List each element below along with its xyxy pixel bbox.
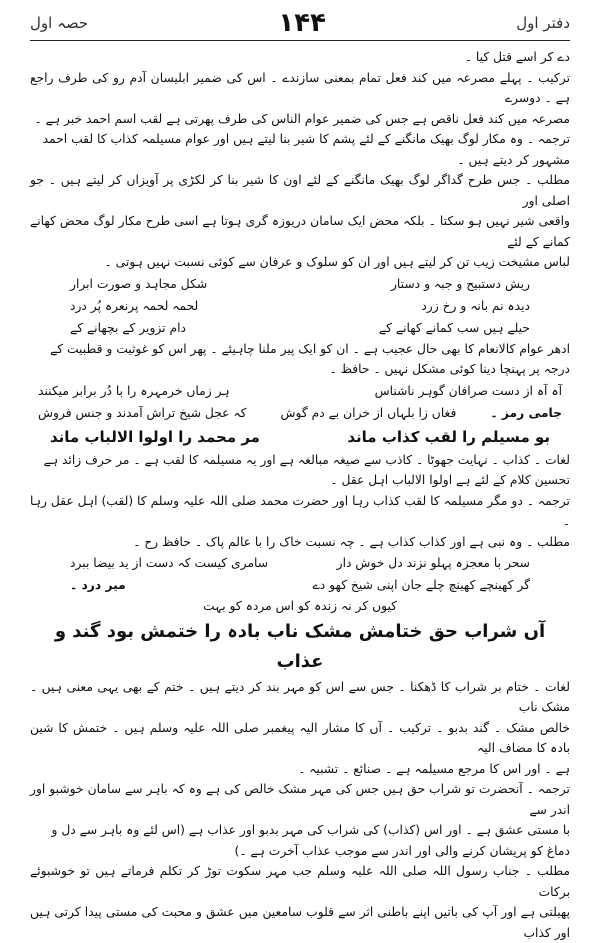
page-body (30, 47, 570, 943)
verse-hemistich: حیلے ہیں سب کمانے کھانے کے (378, 320, 530, 335)
verse-hemistich: آہ آہ از دست صرافان گوہر ناشناس (374, 383, 562, 398)
text-line: خالص مشک ۔ گند بدبو ۔ ترکیب ۔ آں کا مشار الیہ پیغمبر صلی اللہ علیہ وسلم ہیں ۔ ختمش کا شین بادہ کا مضاف الیہ (30, 720, 570, 755)
text-line: ترجمہ ۔ دو مگر مسیلمہ کا لقب کذاب رہا اور حضرت محمد صلی اللہ علیہ وسلم کا (لقب) اہل عقل رہا ۔ (30, 493, 570, 528)
main-couplet (30, 424, 570, 450)
verse-line (30, 574, 570, 596)
text-line: درجہ پر پہنچا دینا کوئی مشکل نہیں ۔ حافظ ۔ (329, 362, 570, 376)
verse-hemistich: مر محمد را اولوا الالباب ماند (50, 427, 260, 446)
text-line: ترکیب ۔ پہلے مصرعہ میں کند فعل تمام بمعنی سازندے ۔ اس کی ضمیر ابلیسان آدم رو کی طرف راجع ہے ۔ دوسرے (30, 70, 570, 105)
text-line: لغات ۔ کذاب ۔ نہایت جھوٹا ۔ کاذب سے صیغہ مبالغہ ہے اور یہ مسیلمہ کا لقب ہے ۔ مر حرف زائد ہے (43, 452, 570, 467)
verse-hemistich: شکل مجاہد و صورت ابرار (70, 276, 208, 291)
verse-attribution: میر درد ۔ (70, 578, 126, 592)
verse-line (30, 273, 570, 295)
verse-hemistich: ریش دستبیح و جبہ و دستار (390, 276, 530, 291)
main-couplet-heading: آں شراب حق ختامش مشک ناب بادہ را ختمش بود گند و عذاب (54, 620, 546, 672)
text-line: ترجمہ ۔ آنحضرت تو شراب حق ہیں جس کی مہر مشک خالص کی ہے وہ کہ باہر سے سامان خوشبو اور اندر سے (30, 782, 570, 817)
text-line: مطلب ۔ وہ نبی ہے اور کذاب کذاب ہے ۔ چہ نسبت خاک را با عالم پاک ۔ حافظ رح ۔ (133, 534, 570, 549)
verse-line (30, 552, 570, 574)
verse-hemistich: سامری کیست کہ دست از ید بیضا ببرد (70, 556, 269, 570)
verse-hemistich: گر کھینچے کھینچ چلے جان اپنی شیخ کھو دے (312, 578, 530, 592)
text-line: مطلب ۔ جناب رسول اللہ صلی اللہ علیہ وسلم جب مہر سکوت توڑ کر تکلم فرماتے ہیں تو خوشبوئے برکات (30, 864, 570, 899)
verse-hemistich: لحمہ لحمہ پرنعرہ پُر درد (70, 298, 199, 313)
text-line: ہے ۔ اور اس کا مرجع مسیلمہ ہے ۔ صنائع ۔ تشبیہ ۔ (298, 761, 570, 776)
text-line: تحسین کلام کے لئے ہے اولوا الالباب اہل عقل ۔ (330, 473, 570, 487)
header-rule (30, 40, 570, 41)
verse-attribution: جامی رمز ۔ (490, 405, 562, 420)
verse-line (30, 295, 570, 317)
text-line: مشہور کر دیتے ہیں ۔ (457, 152, 570, 167)
verse-hemistich: فغاں زا بلہاں از خران بے دم گوش (280, 405, 457, 420)
verse-hemistich: ہر زماں خرمہرہ را با دُر برابر میکنند (38, 383, 230, 398)
header-book-label: دفتر اول (516, 14, 570, 32)
verse-hemistich: سحر با معجزہ پہلو نزند دل خوش دار (336, 556, 530, 570)
page-number: ۱۴۴ (278, 8, 327, 38)
verse-line (30, 380, 570, 402)
header-part-label: حصہ اول (30, 14, 89, 32)
verse-hemistich: کہ عجل شیخ تراش آمدند و جنس فروش (38, 405, 247, 420)
text-line: لباس مشیخت زیب تن کر لیتے ہیں اور ان کو سلوک و عرفان سے کوئی نسبت نہیں ہوتی ۔ (104, 255, 570, 269)
verse-line (30, 317, 570, 339)
text-line: واقعی شیر نہیں ہو سکتا ۔ بلکہ محض ایک سامان دریوزہ گری ہوتا ہے اسی طرح مکار لوگ محض کھانے کمانے کے لئے (30, 214, 570, 249)
text-line: ادھر عوام کالانعام کا بھی حال عجیب ہے ۔ ان کو ایک پیر ملنا چاہیئے ۔ پھر اس کو غوثیت و قطبیت کے (50, 341, 570, 356)
verse-line (30, 402, 570, 424)
text-line: دماغ کو پریشان کرنے والی اور اندر سے موجب عذاب آخرت ہے ۔) (234, 843, 570, 858)
text-line: مطلب ۔ جس طرح گداگر لوگ بھیک مانگنے کے لئے اون کا شیر بنا کر لکڑی پر آویزاں کر لیتے ہیں ۔ جو اصلی اور (30, 173, 570, 208)
text-line: با مستی عشق ہے ۔ اور اس (کذاب) کی شراب کی مہر بدبو اور عذاب ہے (اس لئے وہ باہر سے دل و (51, 823, 570, 837)
text-line: پھیلتی ہے اور آپ کی باتیں اپنے باطنی اثر سے قلوب سامعین میں عشق و محبت کی مستی پیدا کرتی ہیں اور کذاب (30, 905, 570, 940)
page-header (30, 8, 570, 38)
text-line: ترجمہ ۔ وہ مکار لوگ بھیک مانگنے کے لئے پشم کا شیر بنا لیتے ہیں اور عوام مسیلمہ کذاب کا لقب احمد (42, 132, 570, 146)
text-line: دے کر اسے قتل کیا ۔ (464, 50, 570, 64)
verse-hemistich: دام تزویر کے بچھانے کے (70, 320, 187, 335)
verse-hemistich: بو مسیلم را لقب کذاب ماند (347, 427, 550, 446)
text-line: کیوں کر نہ زندہ کو اس مردہ کو بہت (202, 599, 398, 613)
verse-hemistich: دیدہ نم بانہ و رخ زرد (421, 298, 530, 313)
text-line: لغات ۔ ختام بر شراب کا ڈھکنا ۔ جس سے اس کو مہر بند کر دیتے ہیں ۔ ختم کے بھی یہی معنی ہیں ۔ مشک ناب (30, 679, 570, 714)
text-line: مصرعہ میں کند فعل ناقص ہے جس کی ضمیر عوام الناس کی طرف پھرتی ہے لقب اسم احمد خبر ہے ۔ (34, 111, 570, 126)
